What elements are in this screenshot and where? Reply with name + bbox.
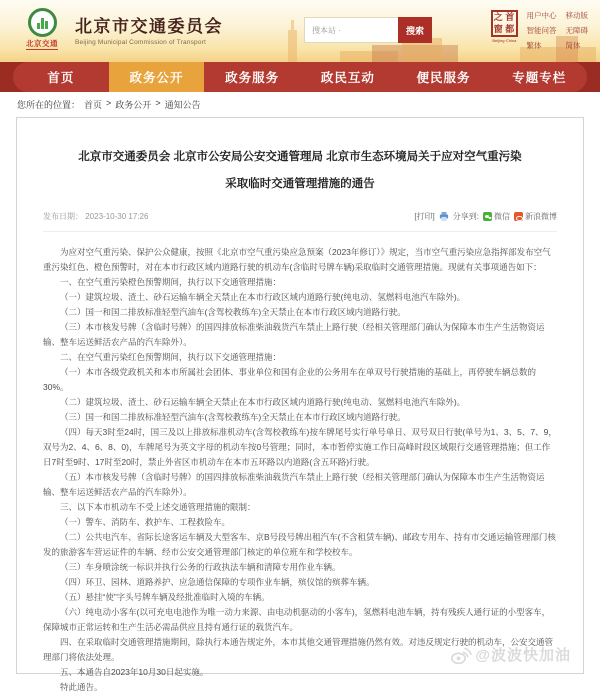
- publish-date-block: [43, 211, 148, 222]
- article-paragraph: （二）建筑垃圾、渣土、砂石运输车辆全天禁止在本市行政区域内道路行驶(纯电动、氢燃料电池汽车除外)。: [60, 397, 466, 407]
- breadcrumb-link[interactable]: 政务公开: [115, 100, 152, 110]
- article-paragraph: （四）每天3时至24时，国三及以上排放标准机动车(含驾校教练车)按车牌尾号实行单号单日、双号双日行驶(单号为1、3、5、7、9，双号为2、4、6、8、0)，车牌尾号为英文字母的机动车按0号管理；同时，本市暂停实施工作日高峰时段区域限行交通管理措施；但工作日7时至9时、17时至20时，禁止外省区市机动车在本市五环路以内道路(含五环路)行驶。: [43, 427, 557, 467]
- share-label: 分享到:: [452, 212, 479, 221]
- nav-item[interactable]: 政务服务: [225, 71, 280, 85]
- article-paragraph: （一）警车、消防车、救护车、工程救险车。: [60, 517, 231, 527]
- article-paragraph: 二、在空气重污染红色预警期间，执行以下交通管理措施：: [60, 352, 282, 362]
- article-paragraph: （二）公共电汽车、省际长途客运车辆及大型客车、京B号段号牌出租汽车(不含租赁车辆)、邮政专用车、持有市交通运输管理部门核发的旅游客车营运证件的车辆、经市公安交通管理部门核定的单位班车和学校校车。: [43, 532, 556, 557]
- article-paragraph: 一、在空气重污染橙色预警期间，执行以下交通管理措施：: [60, 277, 282, 287]
- nav-item[interactable]: 便民服务: [416, 71, 471, 85]
- article-paragraph: （六）纯电动小客车(以可充电电池作为唯一动力来源、由电动机驱动的小客车)，氢燃料电池车辆，持有残疾人通行证的小型客车，保障城市正常运转和生产生活必需品供应且持有通行证的载货汽车。: [43, 607, 551, 632]
- quick-link[interactable]: 移动版: [565, 11, 588, 20]
- article-paragraph: （三）本市核发号牌（含临时号牌）的国四排放标准柴油载货汽车禁止上路行驶（经相关管理部门确认为保障本市生产生活物资运输、整车运送鲜活农产品的汽车除外）。: [43, 322, 545, 347]
- quick-link[interactable]: 用户中心: [526, 11, 557, 20]
- article-paragraph: （四）环卫、园林、道路养护、应急通信保障的专项作业车辆，殡仪馆的殡葬车辆。: [60, 577, 375, 587]
- share-wechat[interactable]: [483, 211, 510, 222]
- site-logo[interactable]: [16, 8, 223, 50]
- article-paragraph: 五、本通告自2023年10月30日起实施。: [60, 667, 209, 677]
- breadcrumb-link[interactable]: 通知公告: [164, 100, 201, 110]
- seal-char: 都: [505, 23, 515, 34]
- site-subtitle: Beijing Municipal Commission of Transport: [75, 39, 207, 46]
- share-weibo-label: 新浪微博: [525, 212, 557, 221]
- nav-item[interactable]: 首页: [47, 71, 75, 85]
- weibo-icon: [514, 212, 523, 221]
- article-meta-row: [43, 211, 557, 232]
- site-search: [304, 17, 432, 43]
- article-paragraph: （一）本市各级党政机关和本市所属社会团体、事业单位和国有企业的公务用车在单双号行驶措施的基础上，再停驶车辆总数的30%。: [43, 367, 537, 392]
- breadcrumb: [0, 92, 600, 116]
- breadcrumb-separator: >: [106, 98, 112, 108]
- article-paragraph: （一）建筑垃圾、渣土、砂石运输车辆全天禁止在本市行政区域内道路行驶(纯电动、氢燃料电池汽车除外)。: [60, 292, 466, 302]
- seal-char: 之: [493, 12, 503, 22]
- article-paragraph: （二）国一和国二排放标准轻型汽油车(含驾校教练车)全天禁止在本市行政区域内道路行驶。: [60, 307, 406, 317]
- share-wechat-label: 微信: [494, 212, 510, 221]
- article-paragraph: （三）车身喷涂统一标识并执行公务的行政执法车辆和清障专用作业车辆。: [60, 562, 341, 572]
- seal-char: 窗: [493, 23, 503, 34]
- article-paragraph: 四、在采取临时交通管理措施期间，除执行本通告规定外，本市其他交通管理措施仍然有效。对违反规定行驶的机动车，公安交通管理部门将依法处理。: [43, 637, 554, 662]
- nav-item[interactable]: 专题专栏: [512, 71, 567, 85]
- quick-link[interactable]: 无障碍: [565, 26, 588, 35]
- logo-badge-text: 北京交通: [26, 39, 58, 48]
- article-title: 北京市交通委员会 北京市公安局公安交通管理局 北京市生态环境局关于应对空气重污染采取临时交通管理措施的通告: [78, 151, 522, 190]
- article-container: [16, 117, 584, 692]
- quick-links-col2: [566, 10, 589, 51]
- publish-date-label: 发布日期：: [43, 212, 83, 221]
- breadcrumb-prefix: 您所在的位置：: [17, 100, 81, 110]
- article-paragraph: 为应对空气重污染、保护公众健康，按照《北京市空气重污染应急预案（2023年修订）》规定，当市空气重污染应急指挥部发布空气重污染红色、橙色预警时，对在本市行政区域内道路行驶的机动车(含临时号牌车辆)采取临时交通管理措施。现就有关事项通告如下：: [43, 247, 551, 272]
- breadcrumb-link[interactable]: 首页: [84, 100, 103, 110]
- quick-links-col1: [527, 10, 557, 51]
- capital-window-seal[interactable]: [491, 10, 518, 51]
- weibo-watermark: [450, 644, 571, 665]
- share-weibo[interactable]: [514, 211, 557, 222]
- article-paragraph: 三、以下本市机动车不受上述交通管理措施的限制：: [60, 502, 256, 512]
- publish-date-value: 2023-10-30 17:26: [85, 212, 149, 221]
- nav-item[interactable]: 政民互动: [320, 71, 375, 85]
- seal-caption: Beijing·China: [491, 38, 517, 43]
- print-button[interactable]: [打印]: [414, 212, 435, 221]
- search-button[interactable]: 搜索: [398, 17, 432, 43]
- quick-link[interactable]: 繁体: [526, 41, 542, 50]
- main-nav: [13, 62, 587, 92]
- article-body: [43, 245, 557, 695]
- wechat-icon: [483, 212, 492, 221]
- breadcrumb-separator: >: [155, 98, 161, 108]
- watermark-text: @波波快加油: [475, 647, 571, 664]
- quick-link[interactable]: 智能问答: [526, 26, 557, 35]
- seal-icon: [491, 10, 518, 37]
- printer-icon[interactable]: [439, 212, 449, 221]
- article-paragraph: （三）国一和国二排放标准轻型汽油车(含驾校教练车)全天禁止在本市行政区域内道路行驶。: [60, 412, 406, 422]
- main-nav-band: [0, 62, 600, 92]
- breadcrumb-items: [84, 98, 201, 111]
- article-paragraph: 特此通告。: [60, 682, 103, 692]
- article-paragraph: （五）悬挂“使”字头号牌车辆及经批准临时入境的车辆。: [60, 592, 270, 602]
- seal-char: 首: [505, 12, 515, 22]
- search-input[interactable]: [304, 17, 398, 43]
- header-banner: [0, 0, 600, 62]
- transport-commission-logo-icon: [28, 8, 57, 37]
- nav-item[interactable]: 政务公开: [109, 62, 205, 92]
- quick-link[interactable]: 简体: [565, 41, 581, 50]
- article-paragraph: （五）本市核发号牌（含临时号牌）的国四排放标准柴油载货汽车禁止上路行驶（经相关管理部门确认为保障本市生产生活物资运输、整车运送鲜活农产品的汽车除外）。: [43, 472, 545, 497]
- site-title: 北京市交通委员会: [75, 17, 223, 36]
- weibo-logo-icon: [450, 645, 472, 665]
